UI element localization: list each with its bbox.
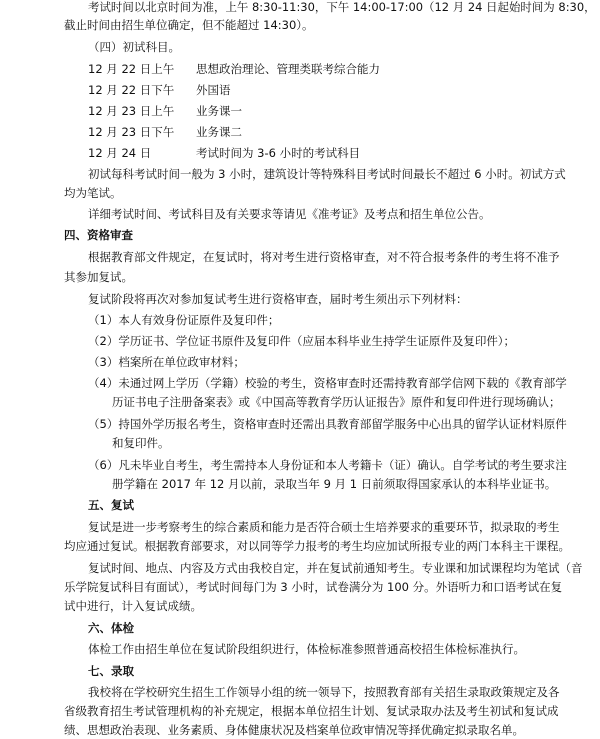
section-5-p2-line-3: 试中进行，计入复试成绩。 <box>64 599 202 613</box>
section-7-p1-line-2: 省级教育招生考试管理机构的补充规定，根据本单位招生计划、复试录取办法及考生初试和复试成 <box>64 704 559 718</box>
section-4-p2: 复试阶段将再次对参加复试考生进行资格审查，届时考生须出示下列材料： <box>88 292 468 306</box>
schedule-date: 12 月 24 日 <box>88 146 152 160</box>
schedule-date: 12 月 22 日下午 <box>88 83 175 97</box>
schedule-date: 12 月 22 日上午 <box>88 62 175 76</box>
schedule-subject: 外国语 <box>196 83 231 97</box>
detail-note: 详细考试时间、考试科目及有关要求等请见《准考证》及考点和招生单位公告。 <box>88 207 491 221</box>
schedule-subject: 业务课一 <box>196 104 242 118</box>
section-6-heading: 六、体检 <box>88 621 134 635</box>
section-5-p2-line-1: 复试时间、地点、内容及方式由我校自定，并在复试前通知考生。专业课和加试课程均为笔试（音 <box>88 561 583 575</box>
section-4-item-4-line-2: 历证书电子注册备案表》或《中国高等教育学历认证报告》原件和复印件进行现场确认； <box>112 395 561 409</box>
section-4-item-6-line-1: （6）凡未毕业自考生，考生需持本人身份证和本人考籍卡（证）确认。自学考试的考生要求注 <box>88 458 567 472</box>
section-4-item-5-line-2: 和复印件。 <box>112 436 170 450</box>
section-4-p1-line-2: 其参加复试。 <box>64 270 133 284</box>
section-6-p1: 体检工作由招生单位在复试阶段组织进行，体检标准参照普通高校招生体检标准执行。 <box>88 642 525 656</box>
section-5-p1-line-2: 均应通过复试。根据教育部要求，对以同等学力报考的考生均应加试所报专业的两门本科主干课程。 <box>64 539 570 553</box>
schedule-subject: 考试时间为 3-6 小时的考试科目 <box>196 146 361 160</box>
schedule-subject: 业务课二 <box>196 125 242 139</box>
section-5-p1-line-1: 复试是进一步考察考生的综合素质和能力是否符合硕士生培养要求的重要环节，拟录取的考生 <box>88 520 560 534</box>
section-7-p1-line-1: 我校将在学校研究生招生工作领导小组的统一领导下，按照教育部有关招生录取政策规定及各 <box>88 685 560 699</box>
duration-line-1: 初试每科考试时间一般为 3 小时，建筑设计等特殊科目考试时间最长不超过 6 小时。初试方式 <box>88 167 566 181</box>
section-4-item-2: （2）学历证书、学位证书原件及复印件（应届本科毕业生持学生证原件及复印件）； <box>88 334 516 348</box>
section-4-item-1: （1）本人有效身份证原件及复印件； <box>88 313 280 327</box>
exam-time-line-1: 考试时间以北京时间为准，上午 8:30-11:30，下午 14:00-17:00（12 月 24 日起始时间为 8:30， <box>88 0 596 14</box>
section-4-p1-line-1: 根据教育部文件规定，在复试时，将对考生进行资格审查，对不符合报考条件的考生将不准予 <box>88 250 560 264</box>
subjects-heading: （四）初试科目。 <box>88 40 180 54</box>
section-4-heading: 四、资格审查 <box>64 228 133 242</box>
section-7-heading: 七、录取 <box>88 664 134 678</box>
section-4-item-6-line-2: 册学籍在 2017 年 12 月以前，录取当年 9 月 1 日前须取得国家承认的本科毕业证书。 <box>112 477 557 491</box>
section-7-p1-line-3: 绩、思想政治表现、业务素质、身体健康状况及档案单位政审情况等择优确定拟录取名单。 <box>64 723 524 737</box>
exam-time-line-2: 截止时间由招生单位确定，但不能超过 14:30）。 <box>64 18 314 32</box>
schedule-date: 12 月 23 日下午 <box>88 125 175 139</box>
section-4-item-4-line-1: （4）未通过网上学历（学籍）校验的考生，资格审查时还需持教育部学信网下载的《教育部学 <box>88 376 567 390</box>
section-4-item-5-line-1: （5）持国外学历报名考生，资格审查时还需出具教育部留学服务中心出具的留学认证材料原件 <box>88 417 567 431</box>
section-5-p2-line-2: 乐学院复试科目有面试），考试时间每门为 3 小时，试卷满分为 100 分。外语听力和口语考试在复 <box>64 580 563 594</box>
schedule-subject: 思想政治理论、管理类联考综合能力 <box>196 62 380 76</box>
section-4-item-3: （3）档案所在单位政审材料； <box>88 355 245 369</box>
section-5-heading: 五、复试 <box>88 498 134 512</box>
schedule-date: 12 月 23 日上午 <box>88 104 175 118</box>
duration-line-2: 均为笔试。 <box>64 186 122 200</box>
